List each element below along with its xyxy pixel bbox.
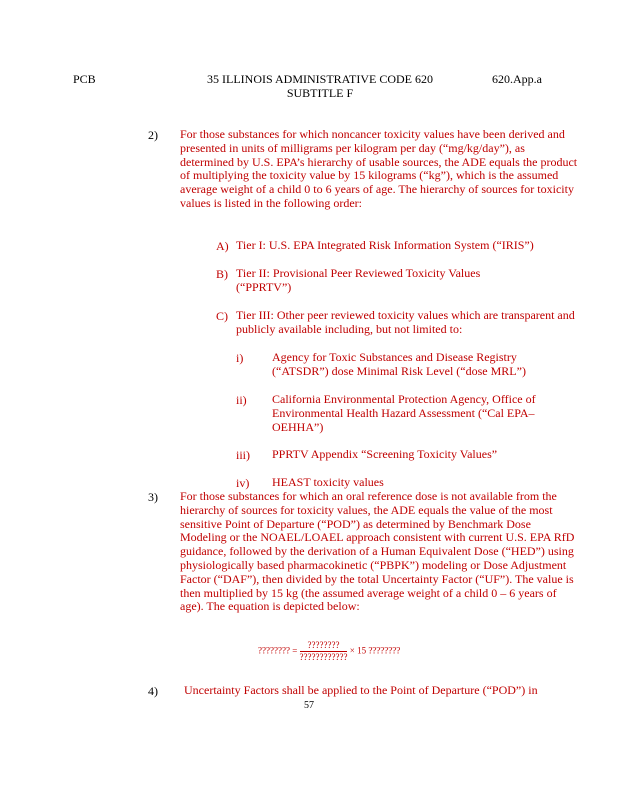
subitem-iii-label: iii) [236, 448, 250, 462]
header-title-line2: SUBTITLE F [286, 86, 354, 100]
item-3-number: 3) [148, 490, 158, 504]
equation-times: × [349, 645, 355, 656]
header-title-line1: 35 ILLINOIS ADMINISTRATIVE CODE 620 [207, 72, 433, 86]
item-4-number: 4) [148, 684, 158, 698]
equation-lhs: ???????? [258, 645, 290, 656]
item-2-number: 2) [148, 128, 158, 142]
header-section: 620.App.a [492, 72, 542, 86]
header-agency: PCB [73, 72, 96, 86]
tier-a-label: A) [216, 239, 229, 253]
equation-multiplier: 15 ???????? [357, 645, 401, 656]
tier-b-label: B) [216, 267, 228, 281]
subitem-iv-label: iv) [236, 476, 250, 490]
subitem-iv-text: HEAST toxicity values [272, 475, 384, 489]
tier-b-text: Tier II: Provisional Peer Reviewed Toxicity Values (“PPRTV”) [236, 266, 481, 294]
equation-equals: = [292, 645, 298, 656]
tier-c-text: Tier III: Other peer reviewed toxicity values which are transparent and publicly available including, but not limited to: [236, 308, 575, 336]
header-title [175, 72, 465, 100]
equation-fraction [300, 640, 348, 663]
tier-a-text: Tier I: U.S. EPA Integrated Risk Information System (“IRIS”) [236, 238, 534, 252]
item-2-text: For those substances for which noncancer toxicity values have been derived and presented in units of milligrams per kilogram per day (“mg/kg/day”), as determined by U.S. EPA’s hierarchy of usable sources, the ADE equals the product of multiplying the toxicity value by 15 kilograms (“kg”), which is the assumed average weight of a child 0 to 6 years of age. The hierarchy of sources for toxicity values is listed in the following order: [180, 127, 578, 210]
equation-numerator: ???????? [307, 640, 340, 650]
subitem-i-text: Agency for Toxic Substances and Disease Registry (“ATSDR”) dose Minimal Risk Level (“dose MRL”) [272, 350, 526, 378]
page-number: 57 [304, 700, 314, 711]
ade-equation [258, 640, 400, 663]
equation-denominator: ???????????? [299, 652, 348, 662]
subitem-ii-label: ii) [236, 393, 247, 407]
subitem-i-label: i) [236, 351, 244, 365]
item-3-text: For those substances for which an oral reference dose is not available from the hierarchy of sources for toxicity values, the ADE equals the value of the most sensitive Point of Departure (“POD”) as determined by Benchmark Dose Modeling or the NOAEL/LOAEL approach consistent with current U.S. EPA RfD guidance, followed by the derivation of a Human Equivalent Dose (“HED”) using physiologically based pharmacokinetic (“PBPK”) modeling or Dose Adjustment Factor (“DAF”), then divided by the total Uncertainty Factor (“UF”). The value is then multiplied by 15 kg (the assumed average weight of a child 0 – 6 years of age). The equation is depicted below: [180, 489, 575, 614]
subitem-iii-text: PPRTV Appendix “Screening Toxicity Values” [272, 447, 498, 461]
subitem-ii-text: California Environmental Protection Agency, Office of Environmental Health Hazard Assessment (“Cal EPA–OEHHA”) [272, 392, 536, 434]
tier-c-label: C) [216, 309, 228, 323]
item-4-text: Uncertainty Factors shall be applied to the Point of Departure (“POD”) in [184, 683, 538, 697]
